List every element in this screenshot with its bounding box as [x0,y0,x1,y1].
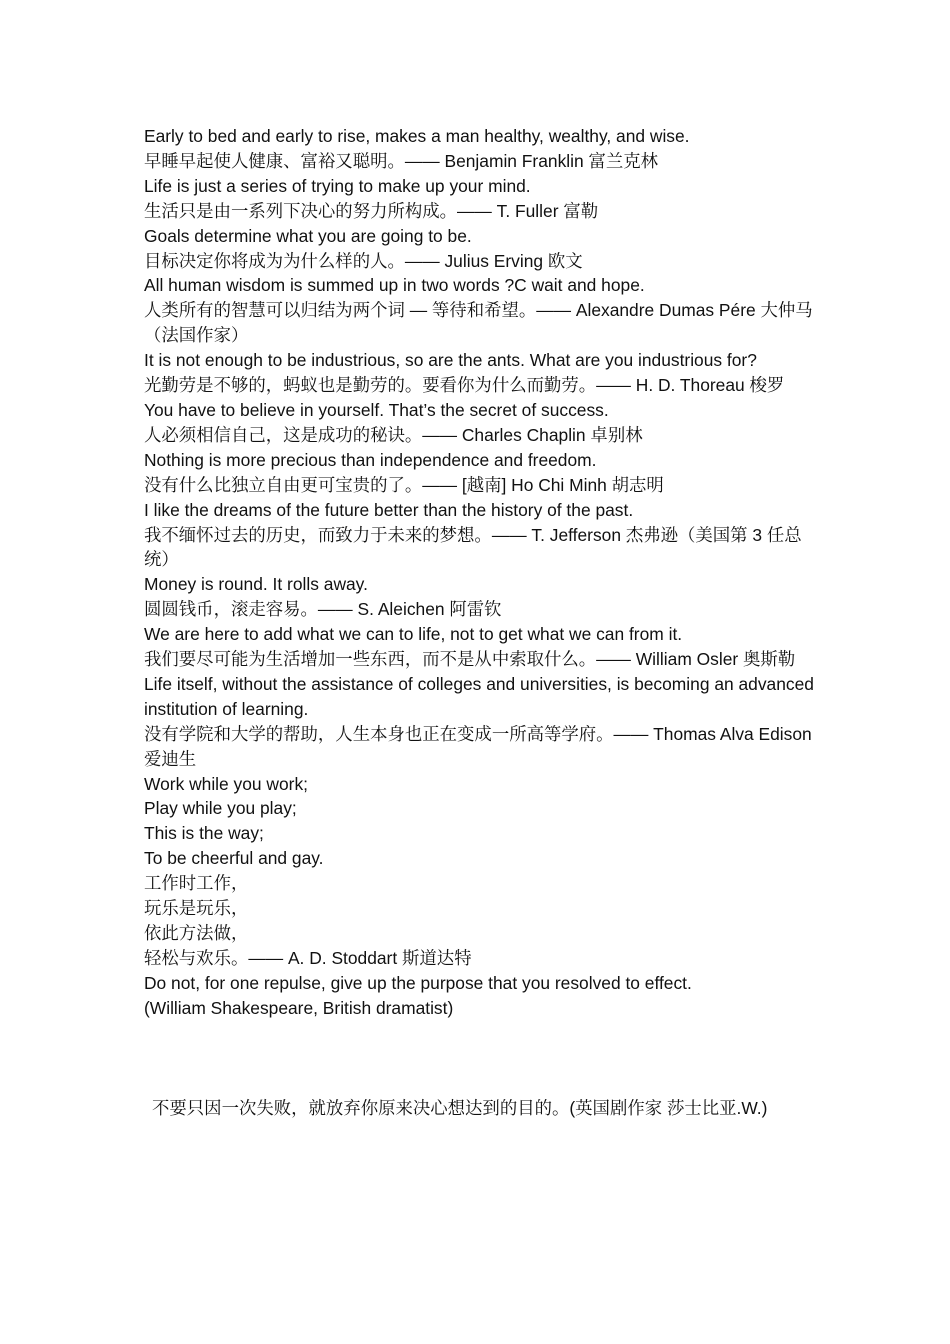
text-line: 光勤劳是不够的，蚂蚁也是勤劳的。要看你为什么而勤劳。—— H. D. Thoreau 梭罗 [144,375,785,396]
text-line: To be cheerful and gay. [144,848,324,869]
text-line: 目标决定你将成为为什么样的人。—— Julius Erving 欧文 [144,250,583,271]
text-line: Life is just a series of trying to make up your mind. [144,175,531,196]
paragraph-gap [144,1021,816,1096]
text-line: Nothing is more precious than independence and freedom. [144,449,597,470]
text-line: 人类所有的智慧可以归结为两个词 — 等待和希望。—— Alexandre Dumas Pére 大仲马（法国作家） [144,300,813,346]
text-line: 我们要尽可能为生活增加一些东西，而不是从中索取什么。—— William Osler 奥斯勒 [144,649,796,670]
text-line: 生活只是由一系列下决心的努力所构成。—— T. Fuller 富勒 [144,200,599,221]
text-line: (William Shakespeare, British dramatist) [144,997,454,1018]
text-line: You have to believe in yourself. That’s the secret of success. [144,399,609,420]
text-line: 人必须相信自己，这是成功的秘诀。—— Charles Chaplin 卓别林 [144,424,643,445]
text-line: 早睡早起使人健康、富裕又聪明。—— Benjamin Franklin 富兰克林 [144,150,659,171]
text-line: 圆圆钱币，滚走容易。—— S. Aleichen 阿雷钦 [144,599,502,620]
text-line: We are here to add what we can to life, not to get what we can from it. [144,624,683,645]
text-line: 我不缅怀过去的历史，而致力于未来的梦想。—— T. Jefferson 杰弗逊（美国第 3 任总统） [144,524,802,570]
text-line: 工作时工作， [144,873,249,894]
text-line: 轻松与欢乐。—— A. D. Stoddart 斯道达特 [144,947,472,968]
text-line: 依此方法做， [144,923,249,943]
text-line: It is not enough to be industrious, so are the ants. What are you industrious for? [144,350,757,371]
text-line: All human wisdom is summed up in two words ?C wait and hope. [144,275,645,296]
text-line: Do not, for one repulse, give up the purpose that you resolved to effect. [144,972,692,993]
text-line: Money is round. It rolls away. [144,574,368,595]
text-line: Goals determine what you are going to be. [144,225,472,246]
text-line: Life itself, without the assistance of colleges and universities, is becoming an advanced institution of learning. [144,673,819,719]
text-line: Work while you work; [144,773,308,794]
text-line: Play while you play; [144,798,297,819]
text-line: This is the way; [144,823,264,844]
quotes-text-body [144,124,819,1121]
text-line: 没有学院和大学的帮助，人生本身也正在变成一所高等学府。—— Thomas Alva Edison 爱迪生 [144,723,817,769]
text-line: 玩乐是玩乐， [144,898,249,919]
text-line: 没有什么比独立自由更可宝贵的了。—— [越南] Ho Chi Minh 胡志明 [144,474,664,495]
text-line: I like the dreams of the future better than the history of the past. [144,499,634,520]
final-paragraph: 不要只因一次失败，就放弃你原来决心想达到的目的。(英国剧作家 莎士比亚.W.) [152,1097,768,1118]
text-line: Early to bed and early to rise, makes a man healthy, wealthy, and wise. [144,126,690,146]
